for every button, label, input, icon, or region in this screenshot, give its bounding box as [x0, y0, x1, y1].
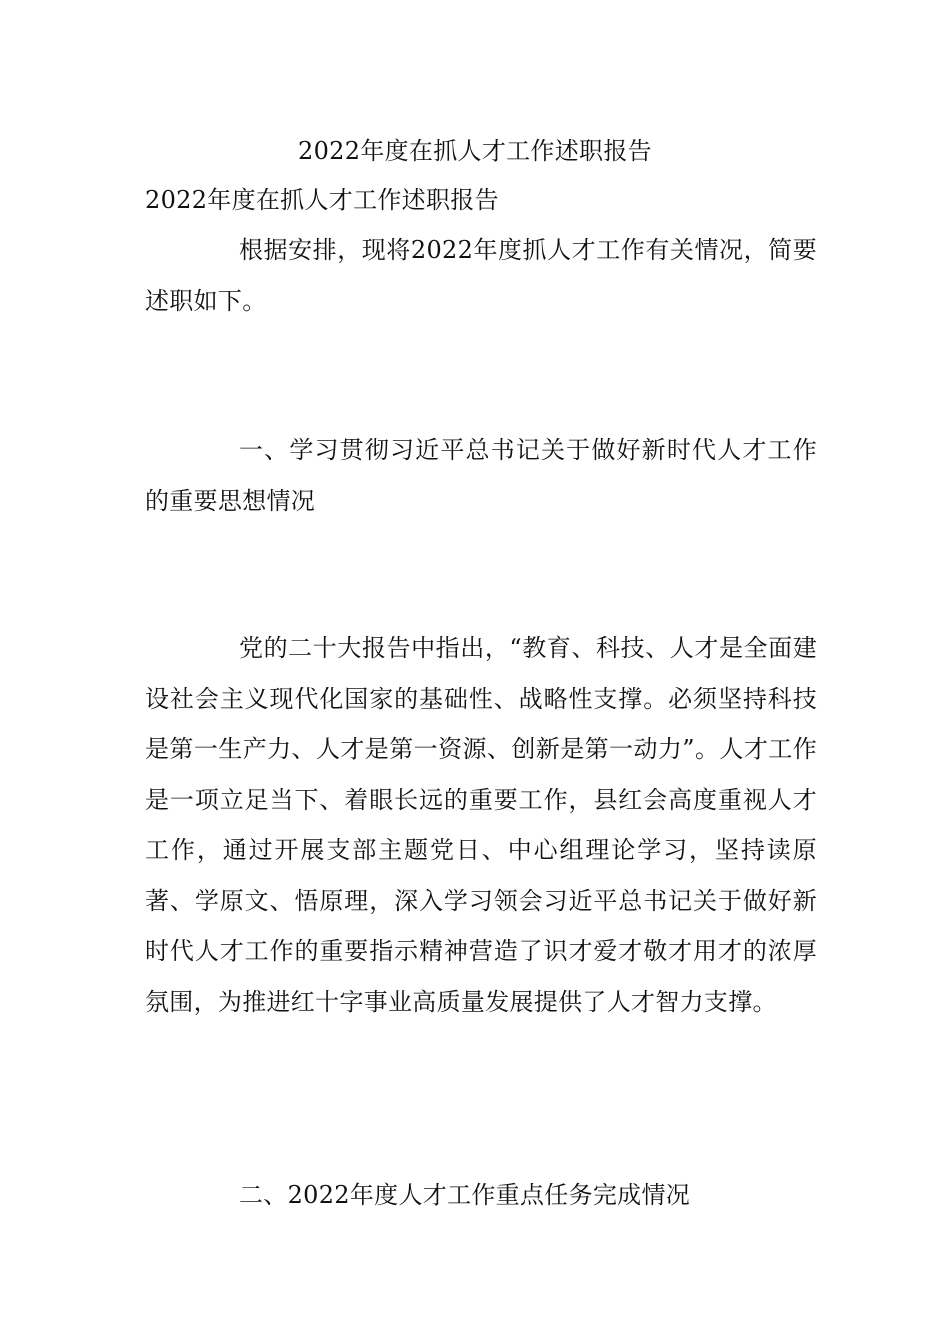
section-1-heading: 一、学习贯彻习近平总书记关于做好新时代人才工作的重要思想情况 [145, 436, 817, 515]
document-title: 2022年度在抓人才工作述职报告 [298, 137, 652, 165]
section-1-body: 党的二十大报告中指出，“教育、科技、人才是全面建设社会主义现代化国家的基础性、战略性支撑。必须坚持科技是第一生产力、人才是第一资源、创新是第一动力”。人才工作是一项立足当下、着眼长远的重要工作，县红会高度重视人才工作，通过开展支部主题党日、中心组理论学习，坚持读原著、学原文、悟原理，深入学习领会习近平总书记关于做好新时代人才工作的重要指示精神营造了识才爱才敬才用才的浓厚氛围，为推进红十字事业高质量发展提供了人才智力支撑。 [145, 634, 817, 1016]
document-subtitle: 2022年度在抓人才工作述职报告 [145, 186, 499, 214]
intro-paragraph: 根据安排，现将2022年度抓人才工作有关情况，简要述职如下。 [145, 236, 817, 315]
section-2-heading: 二、2022年度人才工作重点任务完成情况 [239, 1181, 691, 1209]
